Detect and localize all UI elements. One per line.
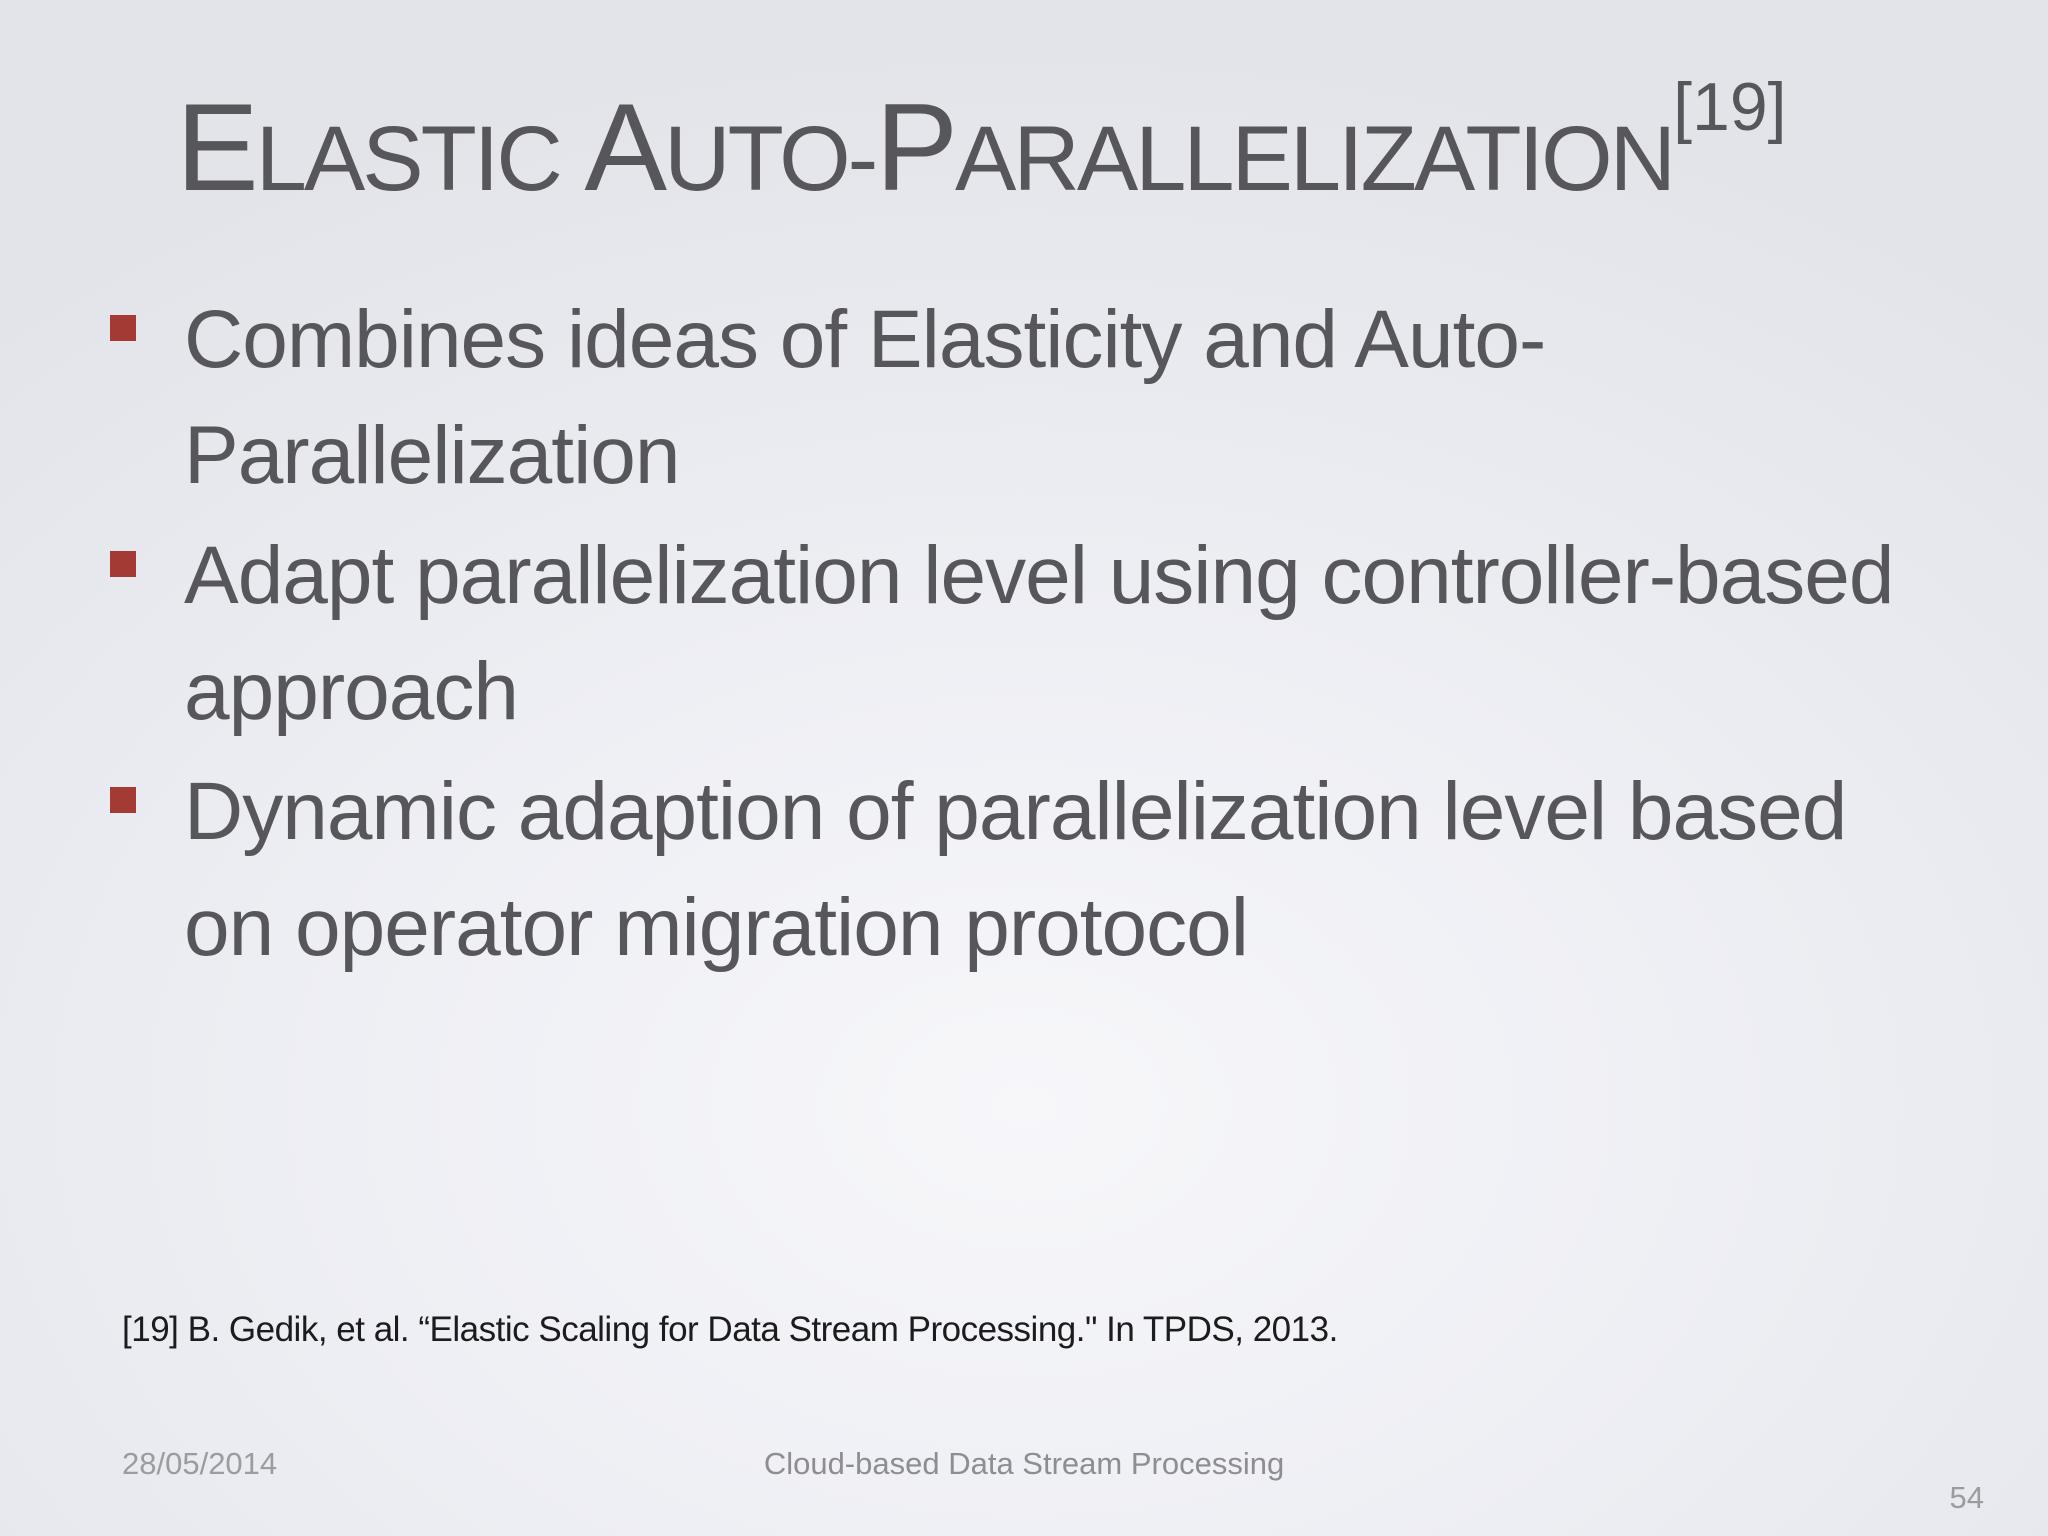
slide-title [176,69,1787,217]
footer-date: 28/05/2014 [122,1446,278,1481]
bullet-item-controller [110,518,1950,750]
bullet-text: Combines ideas of Elasticity and Auto-Parallelization [184,294,1546,501]
square-bullet-icon [110,551,136,577]
bullet-text: Dynamic adaption of parallelization level based on operator migration protocol [184,766,1847,973]
title-elastic-initial: E [176,79,256,217]
footer-presentation-title: Cloud-based Data Stream Processing [763,1446,1285,1481]
bullet-text: Adapt parallelization level using controller-based approach [184,530,1894,737]
bullet-item-migration [110,754,1950,986]
title-elastic-rest: LASTIC [255,108,560,210]
bullet-list [110,282,1950,990]
square-bullet-icon [110,315,136,341]
title-parallel-rest: ARALLELIZATION [955,108,1674,210]
title-auto-initial: A [584,79,665,217]
reference-citation: [19] B. Gedik, et al. “Elastic Scaling for Data Stream Processing." In TPDS, 2013. [122,1310,1338,1349]
title-auto-rest: UTO- [664,108,876,210]
bullet-item-elasticity [110,282,1950,514]
title-parallel-initial: P [875,79,956,217]
title-citation: [19] [1673,69,1787,145]
page-number: 54 [1949,1480,1984,1515]
square-bullet-icon [110,787,136,813]
